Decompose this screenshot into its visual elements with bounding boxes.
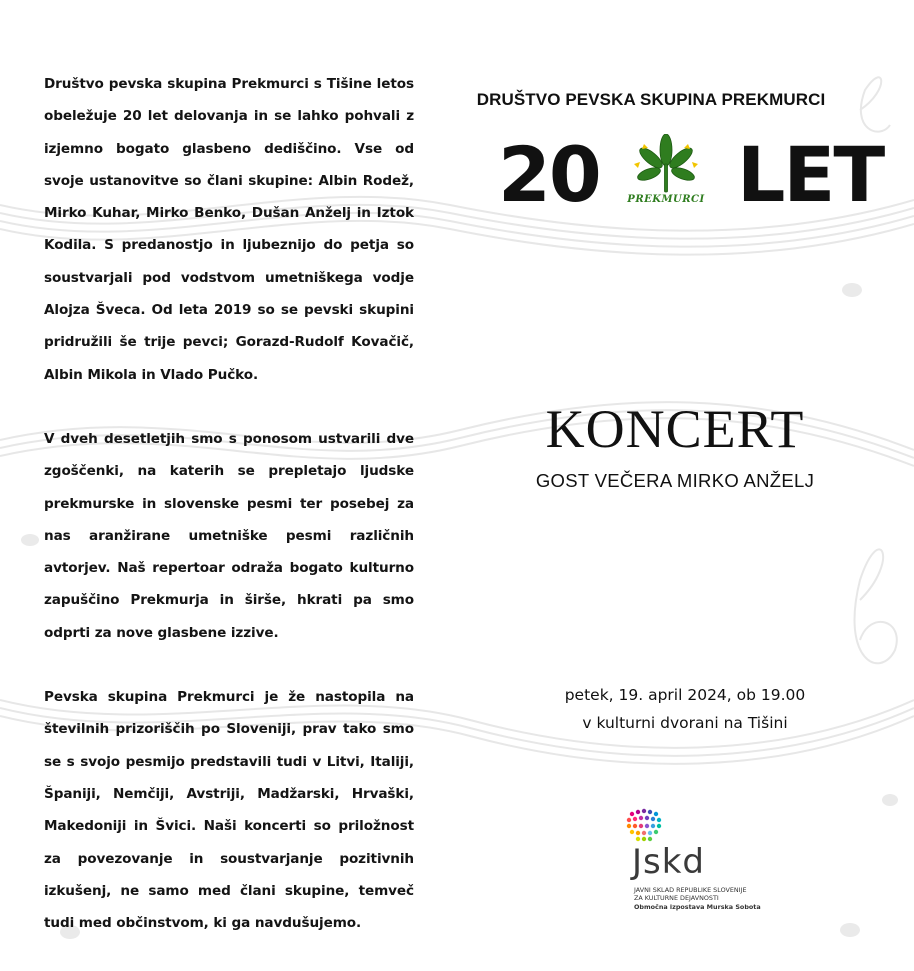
event-venue: v kulturni dvorani na Tišini — [582, 714, 788, 732]
intro-paragraph: Društvo pevska skupina Prekmurci s Tišine letos obeležuje 20 let delovanja in se lahko pohvali z izjemno bogato glasbeno dediščino. Vse od svoje ustanovitve so člani skupine: Albin Rodež, Mirko Kuhar, Mirko Benko, Dušan Anželj in Iztok Kodila. S predanostjo in ljubeznijo do petja so soustvarjali pod vodstvom umetniškega vodje Alojza Šveca. Od leta 2019 so se pevski skupini pridružili še trije pevci; Gorazd-Rudolf Kovačič, Albin Mikola in Vlado Pučko. — [44, 76, 414, 383]
rainbow-dots-icon — [624, 808, 664, 842]
anniversary-let: LET — [737, 130, 884, 219]
chestnut-leaf-icon — [616, 134, 716, 198]
logo-text: PREKMURCI — [627, 194, 705, 205]
event-date-time: petek, 19. april 2024, ob 19.00 — [564, 686, 806, 704]
anniversary-number: 20 — [498, 130, 600, 219]
intro-paragraph: Pevska skupina Prekmurci je že nastopila na številnih prizoriščih po Sloveniji, prav tako smo se s svojo pesmijo predstavili tudi v Litvi, Italiji, Španiji, Nemčiji, Avstriji, Madžarski, Hrvaški, Makedoniji in Švici. Naši koncerti so priložnost za povezovanje in soustvarjanje pozitivnih izkušenj, ne samo med člani skupine, temveč tudi med občinstvom, ki ga navdušujemo. — [44, 689, 414, 932]
jskd-subtitle-1: JAVNI SKLAD REPUBLIKE SLOVENIJE — [634, 886, 747, 894]
org-title: DRUŠTVO PEVSKA SKUPINA PREKMURCI — [476, 90, 826, 109]
prekmurci-logo — [616, 134, 716, 210]
jskd-name: Jskd — [632, 842, 706, 882]
jskd-subtitle-3: Območna izpostava Murska Sobota — [634, 903, 761, 911]
guest-line: GOST VEČERA MIRKO ANŽELJ — [535, 470, 815, 491]
concert-title: KONCERT — [545, 399, 805, 459]
jskd-logo — [620, 808, 780, 918]
intro-paragraph: V dveh desetletjih smo s ponosom ustvarili dve zgoščenki, na katerih se prepletajo ljudske prekmurske in slovenske pesmi ter posebej za nas aranžirane umetniške pesmi različnih avtorjev. Naš repertoar odraža bogato kulturno zapuščino Prekmurja in širše, hkrati pa smo odprti za nove glasbene izzive. — [44, 430, 414, 641]
intro-text-column — [44, 68, 414, 971]
jskd-subtitle-2: ZA KULTURNE DEJAVNOSTI — [634, 894, 719, 902]
